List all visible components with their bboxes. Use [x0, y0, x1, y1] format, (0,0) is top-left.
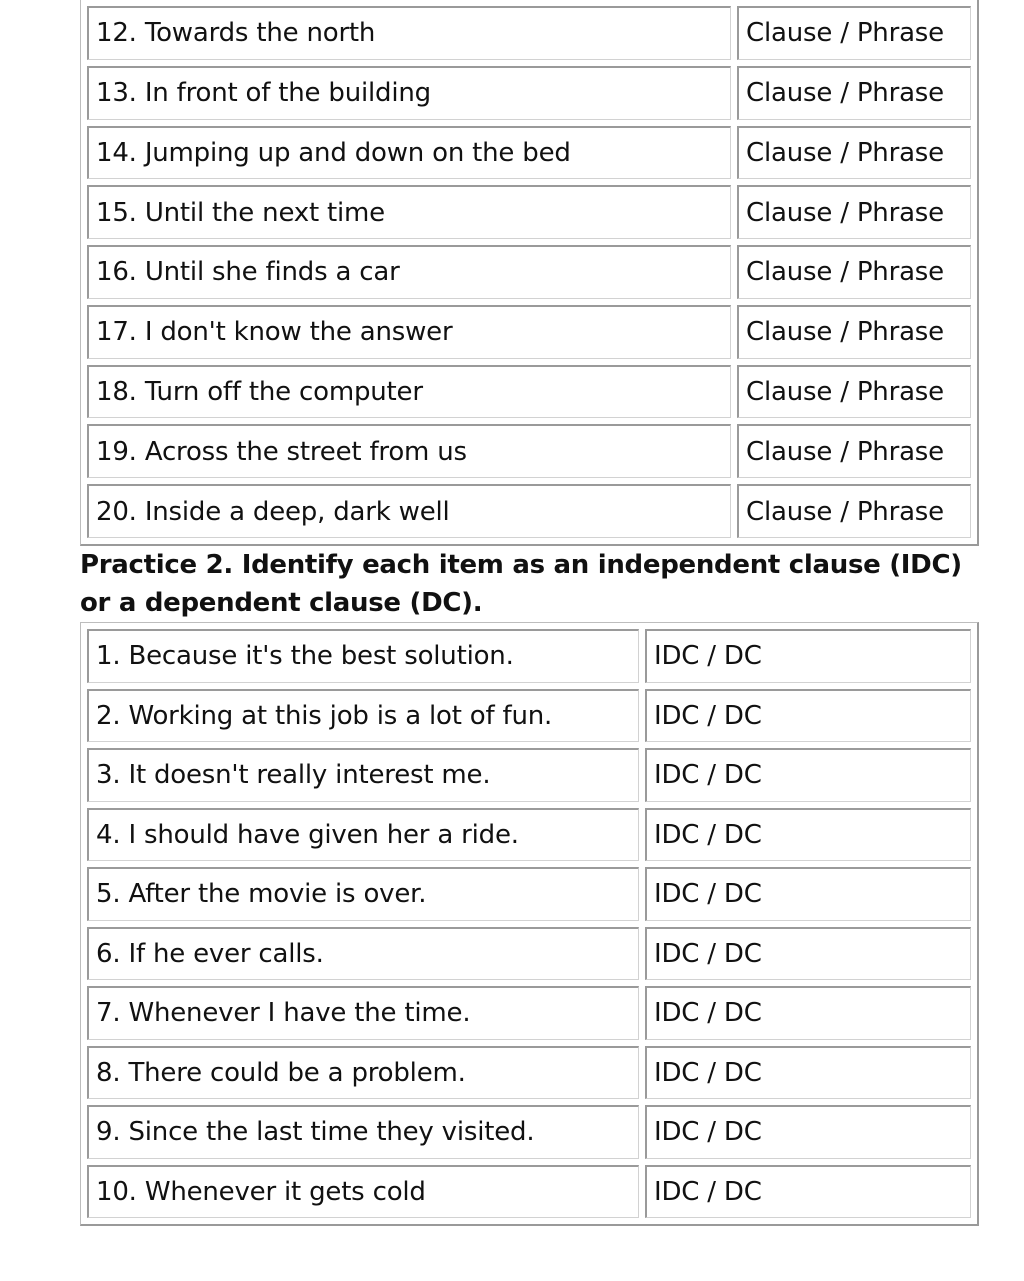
table-row: [87, 689, 971, 743]
table-row: [87, 808, 971, 862]
table-row: [87, 867, 971, 921]
item-cell: 8. There could be a problem.: [87, 1046, 639, 1100]
item-cell: 16. Until she finds a car: [87, 245, 731, 299]
choice-cell: IDC / DC: [645, 748, 971, 802]
choice-cell: Clause / Phrase: [737, 484, 971, 538]
item-cell: 15. Until the next time: [87, 185, 731, 239]
item-cell: 9. Since the last time they visited.: [87, 1105, 639, 1159]
table-row: [87, 1046, 971, 1100]
item-cell: 3. It doesn't really interest me.: [87, 748, 639, 802]
choice-cell: IDC / DC: [645, 689, 971, 743]
item-cell: 10. Whenever it gets cold: [87, 1165, 639, 1219]
table-row: [87, 629, 971, 683]
item-cell: 13. In front of the building: [87, 66, 731, 120]
choice-cell: IDC / DC: [645, 629, 971, 683]
item-cell: 4. I should have given her a ride.: [87, 808, 639, 862]
item-cell: 19. Across the street from us: [87, 424, 731, 478]
item-cell: 7. Whenever I have the time.: [87, 986, 639, 1040]
item-cell: 18. Turn off the computer: [87, 365, 731, 419]
table-row: [87, 1105, 971, 1159]
choice-cell: IDC / DC: [645, 986, 971, 1040]
table-row: [87, 748, 971, 802]
table-row: [87, 484, 971, 538]
practice-2-table: [80, 622, 979, 1226]
choice-cell: Clause / Phrase: [737, 126, 971, 180]
item-cell: 5. After the movie is over.: [87, 867, 639, 921]
choice-cell: IDC / DC: [645, 808, 971, 862]
table-row: [87, 986, 971, 1040]
choice-cell: IDC / DC: [645, 1105, 971, 1159]
choice-cell: Clause / Phrase: [737, 305, 971, 359]
item-cell: 14. Jumping up and down on the bed: [87, 126, 731, 180]
choice-cell: Clause / Phrase: [737, 365, 971, 419]
choice-cell: Clause / Phrase: [737, 424, 971, 478]
table-row: [87, 424, 971, 478]
practice-1-table: [80, 0, 979, 546]
table-row: [87, 365, 971, 419]
item-cell: 20. Inside a deep, dark well: [87, 484, 731, 538]
item-cell: 6. If he ever calls.: [87, 927, 639, 981]
choice-cell: Clause / Phrase: [737, 66, 971, 120]
item-cell: 17. I don't know the answer: [87, 305, 731, 359]
table-row: [87, 305, 971, 359]
choice-cell: IDC / DC: [645, 867, 971, 921]
item-cell: 2. Working at this job is a lot of fun.: [87, 689, 639, 743]
table-row: [87, 927, 971, 981]
choice-cell: IDC / DC: [645, 1046, 971, 1100]
choice-cell: Clause / Phrase: [737, 185, 971, 239]
table-row: [87, 66, 971, 120]
item-cell: 1. Because it's the best solution.: [87, 629, 639, 683]
table-row: [87, 185, 971, 239]
item-cell: 12. Towards the north: [87, 6, 731, 60]
practice-2-heading: Practice 2. Identify each item as an independent clause (IDC) or a dependent clause (DC).: [80, 550, 962, 618]
choice-cell: Clause / Phrase: [737, 245, 971, 299]
table-row: [87, 6, 971, 60]
choice-cell: Clause / Phrase: [737, 6, 971, 60]
table-row: [87, 126, 971, 180]
table-row: [87, 245, 971, 299]
table-row: [87, 1165, 971, 1219]
choice-cell: IDC / DC: [645, 927, 971, 981]
choice-cell: IDC / DC: [645, 1165, 971, 1219]
